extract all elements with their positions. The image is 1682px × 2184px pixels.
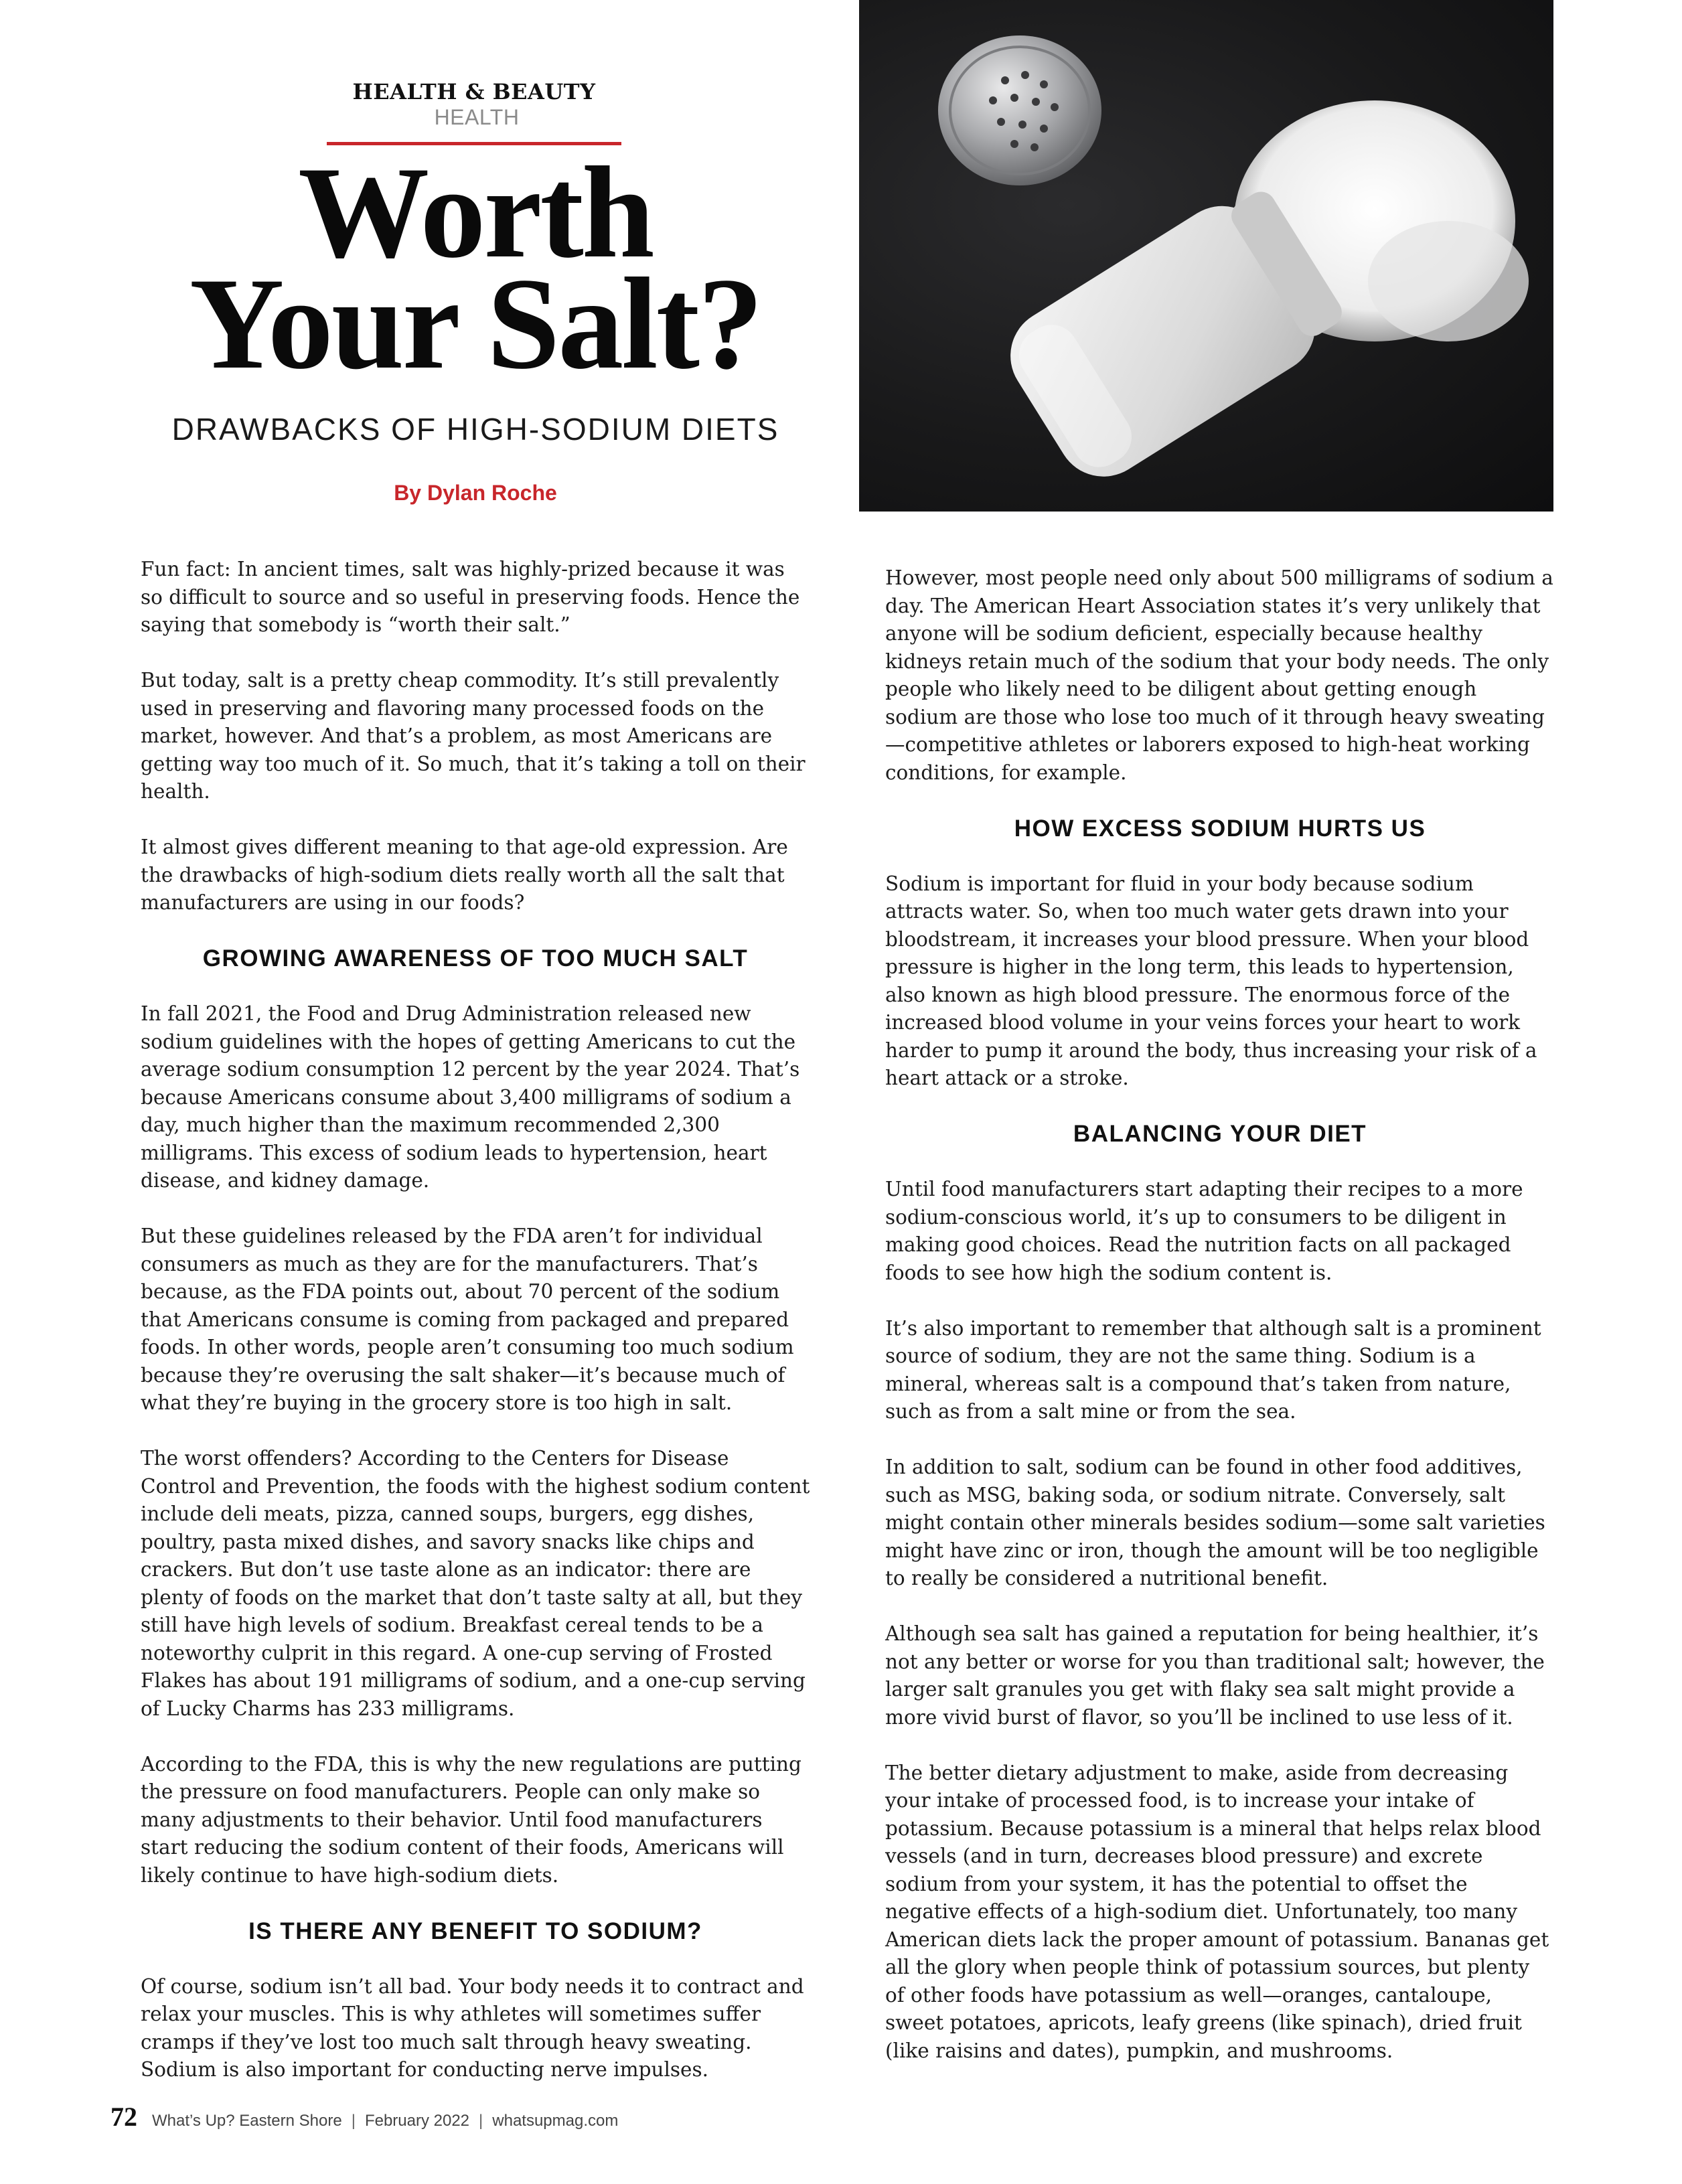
footer-separator: | xyxy=(351,2112,356,2130)
section-tag xyxy=(327,79,621,145)
paragraph: Although sea salt has gained a reputation for being healthier, it’s not any better or worse for you than traditional salt; however, the larger salt granules you get with flaky sea salt might provide a more vivid burst of flavor, so you’ll be inclined to use less of it. xyxy=(885,1622,1545,1729)
footer-separator: | xyxy=(479,2112,483,2130)
paragraph: Of course, sodium isn’t all bad. Your body needs it to contract and relax your muscles. This is why athletes will sometimes suffer cramps if they’ve lost too much salt through heavy sweating. Sodium is also important for conducting nerve impulses. xyxy=(141,1974,804,2081)
paragraph: It almost gives different meaning to that age-old expression. Are the drawbacks of high-sodium diets really worth all the salt that manufacturers are using in our foods? xyxy=(141,836,788,914)
subheading: HOW EXCESS SODIUM HURTS US xyxy=(1014,815,1426,842)
subheading: GROWING AWARENESS OF TOO MUCH SALT xyxy=(202,945,749,971)
paragraph: In addition to salt, sodium can be found in other food additives, such as MSG, baking soda, or sodium nitrate. Conversely, salt might contain other minerals besides sodium—some salt varieties might have zinc or iron, though the amount will be too negligible to really be considered a nutritional benefit. xyxy=(885,1456,1545,1589)
paragraph: The worst offenders? According to the Centers for Disease Control and Prevention, the foods with the highest sodium content include deli meats, pizza, canned soups, burgers, egg dishes, poultry, pasta mixed dishes, and savory snacks like chips and crackers. But don’t use taste alone as an indicator: there are plenty of foods on the market that don’t taste salty at all, but they still have high levels of sodium. Breakfast cereal tends to be a noteworthy culprit in this regard. A one-cup serving of Frosted Flakes has about 191 milligrams of sodium, and a one-cup serving of Lucky Charms has 233 milligrams. xyxy=(141,1447,810,1720)
page-number: 72 xyxy=(110,2102,137,2132)
headline-line-1: Worth xyxy=(298,140,653,285)
publication-name: What’s Up? Eastern Shore xyxy=(152,2112,342,2130)
left-column xyxy=(141,556,810,2112)
section-primary: HEALTH & BEAUTY xyxy=(352,79,596,104)
subheading: IS THERE ANY BENEFIT TO SODIUM? xyxy=(248,1918,702,1944)
paragraph: It’s also important to remember that although salt is a prominent source of sodium, they are not the same thing. Sodium is a mineral, whereas salt is a compound that’s taken from nature, such as from a salt mine or from the sea. xyxy=(885,1316,1541,1423)
paragraph: In fall 2021, the Food and Drug Administration released new sodium guidelines with the hopes of getting Americans to cut the average sodium consumption 12 percent by the year 2024. That’s because Americans consume about 3,400 milligrams of sodium a day, much higher than the maximum recommended 2,300 milligrams. This excess of sodium leads to hypertension, heart disease, and kidney damage. xyxy=(141,1002,800,1192)
right-column xyxy=(885,564,1555,2093)
paragraph: Fun fact: In ancient times, salt was highly-prized because it was so difficult to source and so useful in preserving foods. Hence the saying that somebody is “worth their salt.” xyxy=(141,558,800,636)
salt-shaker-illustration xyxy=(859,0,1553,512)
page-footer xyxy=(110,2101,618,2132)
paragraph: But today, salt is a pretty cheap commodity. It’s still prevalently used in preserving and flavoring many processed foods on the market, however. And that’s a problem, as most Americans are getting way too much of it. So much, that it’s taking a toll on their health. xyxy=(141,669,806,803)
article-headline xyxy=(134,140,817,396)
paragraph: Until food manufacturers start adapting their recipes to a more sodium-conscious world, it’s up to consumers to be diligent in making good choices. Read the nutrition facts on all packaged foods to see how high the sodium content is. xyxy=(885,1178,1523,1284)
website-link[interactable]: whatsupmag.com xyxy=(492,2112,619,2130)
paragraph: According to the FDA, this is why the new regulations are putting the pressure on food manufacturers. People can only make so many adjustments to their behavior. Until food manufacturers start reducing the sodium content of their foods, Americans will likely continue to have high-sodium diets. xyxy=(141,1752,801,1887)
paragraph: However, most people need only about 500 milligrams of sodium a day. The American Heart Association states it’s very unlikely that anyone will be sodium deficient, especially because healthy kidneys retain much of the sodium that your body needs. The only people who likely need to be diligent about getting enough sodium are those who lose too much of it through heavy sweating—competitive athletes or laborers exposed to high-heat working conditions, for example. xyxy=(885,566,1553,784)
paragraph: But these guidelines released by the FDA aren’t for individual consumers as much as they are for the manufacturers. That’s because, as the FDA points out, about 70 percent of the sodium that Americans consume is coming from packaged and prepared foods. In other words, people aren’t consuming too much sodium because they’re overusing the salt shaker—it’s because much of what they’re buying in the grocery store is too high in salt. xyxy=(141,1225,794,1414)
article-subhead: DRAWBACKS OF HIGH-SODIUM DIETS xyxy=(171,412,779,447)
section-secondary: HEALTH xyxy=(434,105,520,129)
headline-line-2: Your Salt? xyxy=(189,251,761,396)
salt-shaker-photo xyxy=(859,0,1553,512)
subheading: BALANCING YOUR DIET xyxy=(1073,1121,1367,1147)
paragraph: The better dietary adjustment to make, aside from decreasing your intake of processed food, is to increase your intake of potassium. Because potassium is a mineral that helps relax blood vessels (and in turn, decreases blood pressure) and excrete sodium from your system, it has the potential to offset the negative effects of a high-sodium diet. Unfortunately, too many American diets lack the proper amount of potassium. Bananas get all the glory when people think of potassium sources, but plenty of other foods have potassium as well—oranges, cantaloupe, sweet potatoes, apricots, leafy greens (like spinach), dried fruit (like raisins and dates), pumpkin, and mushrooms. xyxy=(885,1761,1549,2062)
byline: By Dylan Roche xyxy=(394,481,557,505)
issue-date: February 2022 xyxy=(364,2112,470,2130)
paragraph: Sodium is important for fluid in your body because sodium attracts water. So, when too much water gets drawn into your bloodstream, it increases your blood pressure. When your blood pressure is higher in the long term, this leads to hypertension, also known as high blood pressure. The enormous force of the increased blood volume in your veins forces your heart to work harder to pump it around the body, thus increasing your risk of a heart attack or a stroke. xyxy=(885,872,1537,1089)
